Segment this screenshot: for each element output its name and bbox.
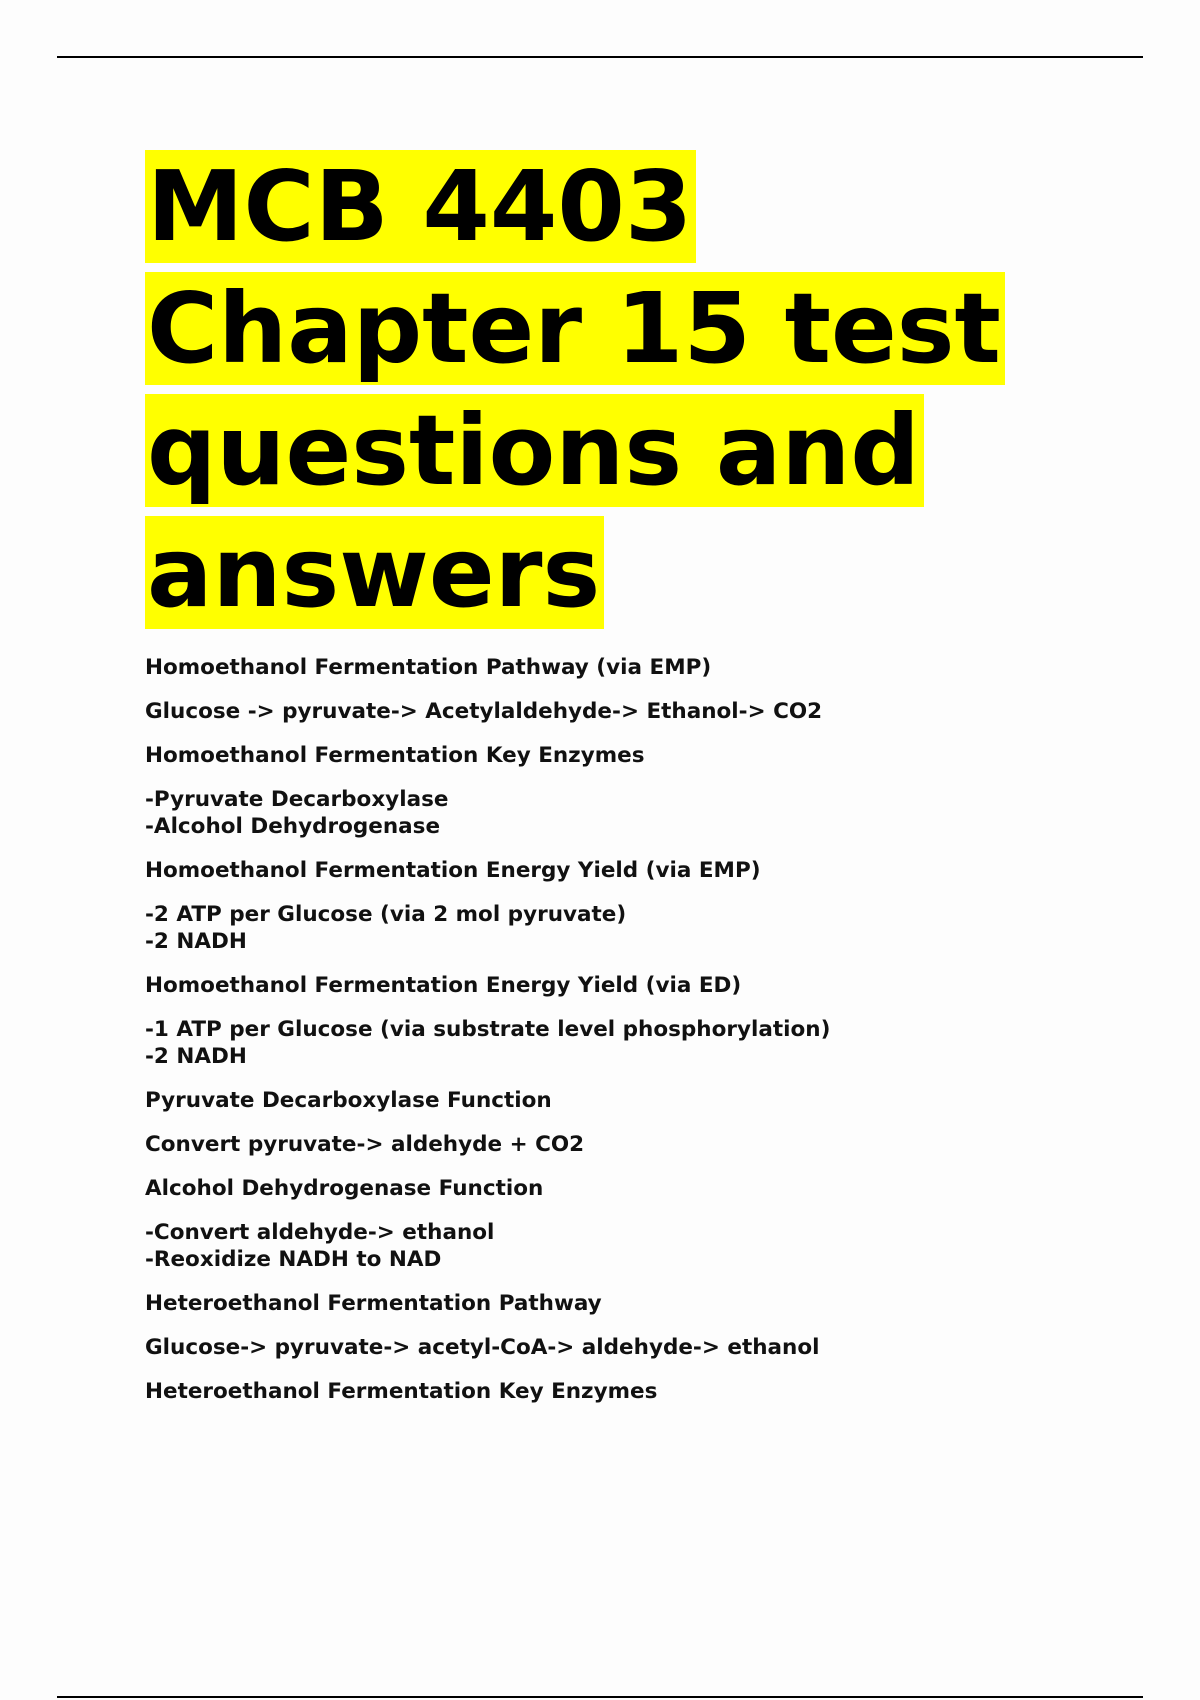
title-line-text: answers — [145, 516, 604, 629]
title-line-text: MCB 4403 — [145, 150, 696, 263]
qa-list — [145, 654, 1145, 1405]
term-text: Homoethanol Fermentation Key Enzymes — [145, 743, 645, 768]
title-line — [145, 512, 1145, 634]
definition-text: -Convert aldehyde-> ethanol -Reoxidize NADH to NAD — [145, 1220, 495, 1272]
title-line — [145, 390, 1145, 512]
document-title — [145, 146, 1145, 634]
title-line-text: Chapter 15 test — [145, 272, 1005, 385]
term-text: Heteroethanol Fermentation Pathway — [145, 1291, 602, 1316]
term-text: Homoethanol Fermentation Energy Yield (via EMP) — [145, 858, 761, 883]
definition-text: Convert pyruvate-> aldehyde + CO2 — [145, 1132, 585, 1157]
definition-text: Glucose-> pyruvate-> acetyl-CoA-> aldehyde-> ethanol — [145, 1335, 820, 1360]
term-text: Pyruvate Decarboxylase Function — [145, 1088, 552, 1113]
definition-text: Glucose -> pyruvate-> Acetylaldehyde-> Ethanol-> CO2 — [145, 699, 823, 724]
term-text: Homoethanol Fermentation Pathway (via EMP) — [145, 655, 712, 680]
term-text: Alcohol Dehydrogenase Function — [145, 1176, 544, 1201]
top-rule — [57, 56, 1143, 58]
title-line-text: questions and — [145, 394, 924, 507]
term-text: Homoethanol Fermentation Energy Yield (via ED) — [145, 973, 742, 998]
definition-text: -2 ATP per Glucose (via 2 mol pyruvate) -2 NADH — [145, 902, 627, 954]
document-body — [145, 146, 1145, 1422]
title-line — [145, 146, 1145, 268]
term-text: Heteroethanol Fermentation Key Enzymes — [145, 1379, 658, 1404]
title-line — [145, 268, 1145, 390]
definition-text: -Pyruvate Decarboxylase -Alcohol Dehydrogenase — [145, 787, 449, 839]
bottom-rule — [57, 1696, 1143, 1698]
definition-text: -1 ATP per Glucose (via substrate level phosphorylation) -2 NADH — [145, 1017, 831, 1069]
